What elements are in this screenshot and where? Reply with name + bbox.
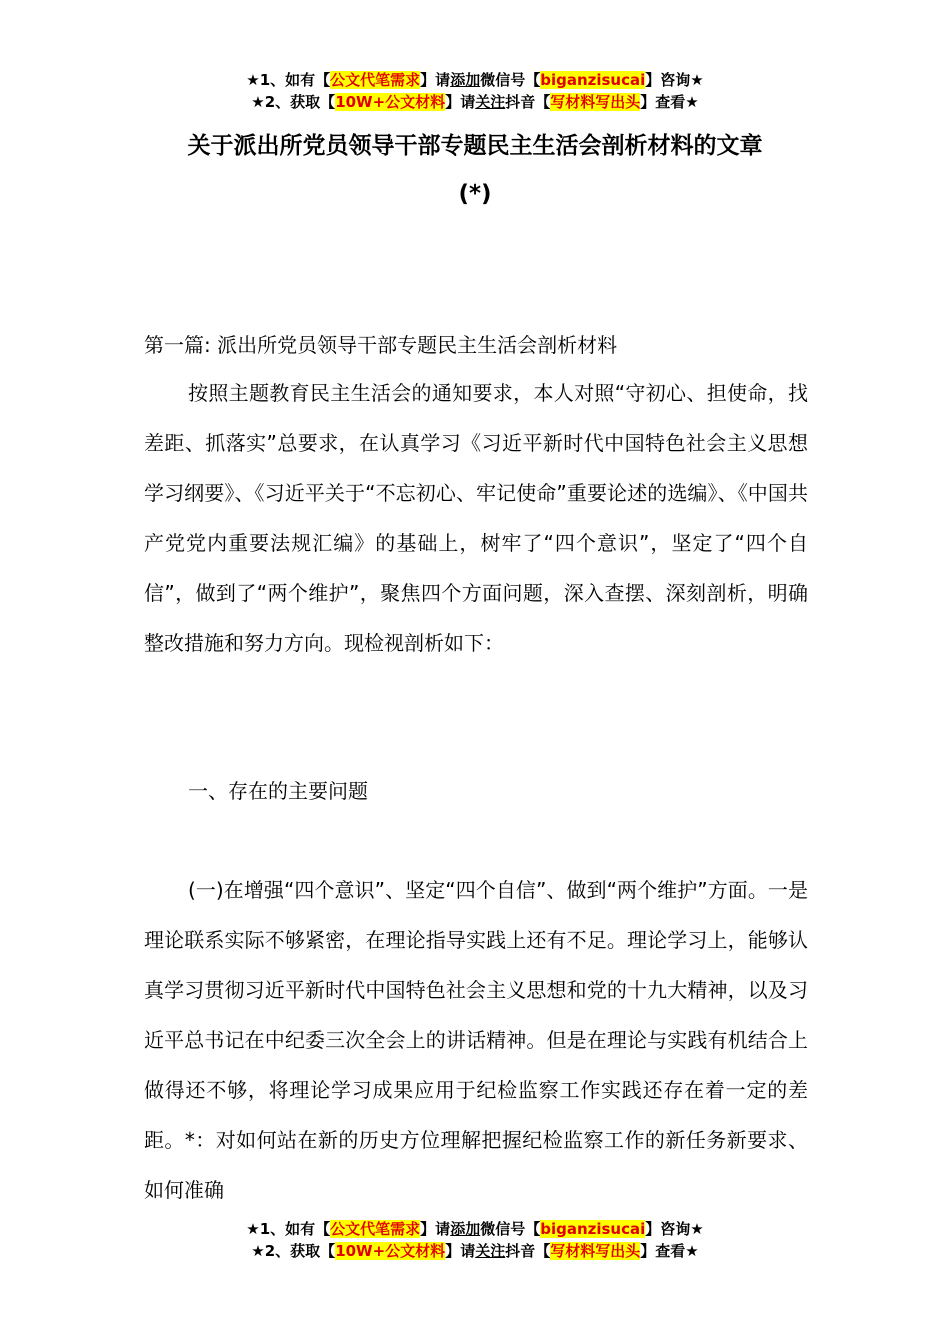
footer-banner <box>0 1218 950 1262</box>
banner-underline: 添加 <box>450 1220 481 1238</box>
banner-highlight: 公文代笔需求 <box>330 1220 421 1238</box>
banner-highlight: 10W+公文材料 <box>335 1242 446 1260</box>
banner-text: 抖音【 <box>505 93 551 111</box>
banner-highlight: biganzisucai <box>540 71 646 89</box>
banner-text: 】查看★ <box>640 1242 699 1260</box>
paragraph-problem-1: (一)在增强“四个意识”、坚定“四个自信”、做到“两个维护”方面。一是理论联系实际不够紧密，在理论指导实践上还有不足。理论学习上，能够认真学习贯彻习近平新时代中国特色社会主义思想和党的十九大精神，以及习近平总书记在中纪委三次全会上的讲话精神。但是在理论与实践有机结合上做得还不够，将理论学习成果应用于纪检监察工作实践还存在着一定的差距。*：对如何站在新的历史方位理解把握纪检监察工作的新任务新要求、如何准确 <box>144 878 808 1202</box>
banner-line-1 <box>0 1218 950 1240</box>
banner-line-2 <box>0 1240 950 1262</box>
heading-main-problems: 一、存在的主要问题 <box>188 779 368 803</box>
banner-text: 】请 <box>420 71 451 89</box>
banner-text: ★1、如有【 <box>246 71 331 89</box>
paragraph-intro: 按照主题教育民主生活会的通知要求，本人对照“守初心、担使命，找差距、抓落实”总要求，在认真学习《习近平新时代中国特色社会主义思想学习纲要》、《习近平关于“不忘初心、牢记使命”重要论述的选编》、《中国共产党党内重要法规汇编》的基础上，树牢了“四个意识”，坚定了“四个自信”，做到了“两个维护”，聚焦四个方面问题，深入查摆、深刻剖析，明确整改措施和努力方向。现检视剖析如下： <box>144 381 808 655</box>
banner-highlight: 写材料写出头 <box>550 93 641 111</box>
banner-text: 】请 <box>445 1242 476 1260</box>
banner-underline: 添加 <box>450 71 481 89</box>
banner-underline: 关注 <box>475 1242 506 1260</box>
banner-text: ★2、获取【 <box>251 1242 336 1260</box>
banner-highlight: 公文代笔需求 <box>330 71 421 89</box>
banner-text: 微信号【 <box>480 71 541 89</box>
banner-text: ★2、获取【 <box>251 93 336 111</box>
banner-underline: 关注 <box>475 93 506 111</box>
banner-text: 】请 <box>420 1220 451 1238</box>
banner-text: 】咨询★ <box>645 71 704 89</box>
banner-text: 微信号【 <box>480 1220 541 1238</box>
banner-highlight: 10W+公文材料 <box>335 93 446 111</box>
document-title <box>0 122 950 218</box>
banner-text: ★1、如有【 <box>246 1220 331 1238</box>
banner-highlight: biganzisucai <box>540 1220 646 1238</box>
banner-line-2 <box>0 91 950 113</box>
title-line-1: 关于派出所党员领导干部专题民主生活会剖析材料的文章 <box>187 133 763 159</box>
banner-text: 】查看★ <box>640 93 699 111</box>
title-line-2: (*) <box>458 181 492 207</box>
banner-text: 】咨询★ <box>645 1220 704 1238</box>
banner-text: 】请 <box>445 93 476 111</box>
banner-text: 抖音【 <box>505 1242 551 1260</box>
banner-highlight: 写材料写出头 <box>550 1242 641 1260</box>
header-banner <box>0 69 950 113</box>
banner-line-1 <box>0 69 950 91</box>
section-title: 第一篇: 派出所党员领导干部专题民主生活会剖析材料 <box>144 333 618 357</box>
